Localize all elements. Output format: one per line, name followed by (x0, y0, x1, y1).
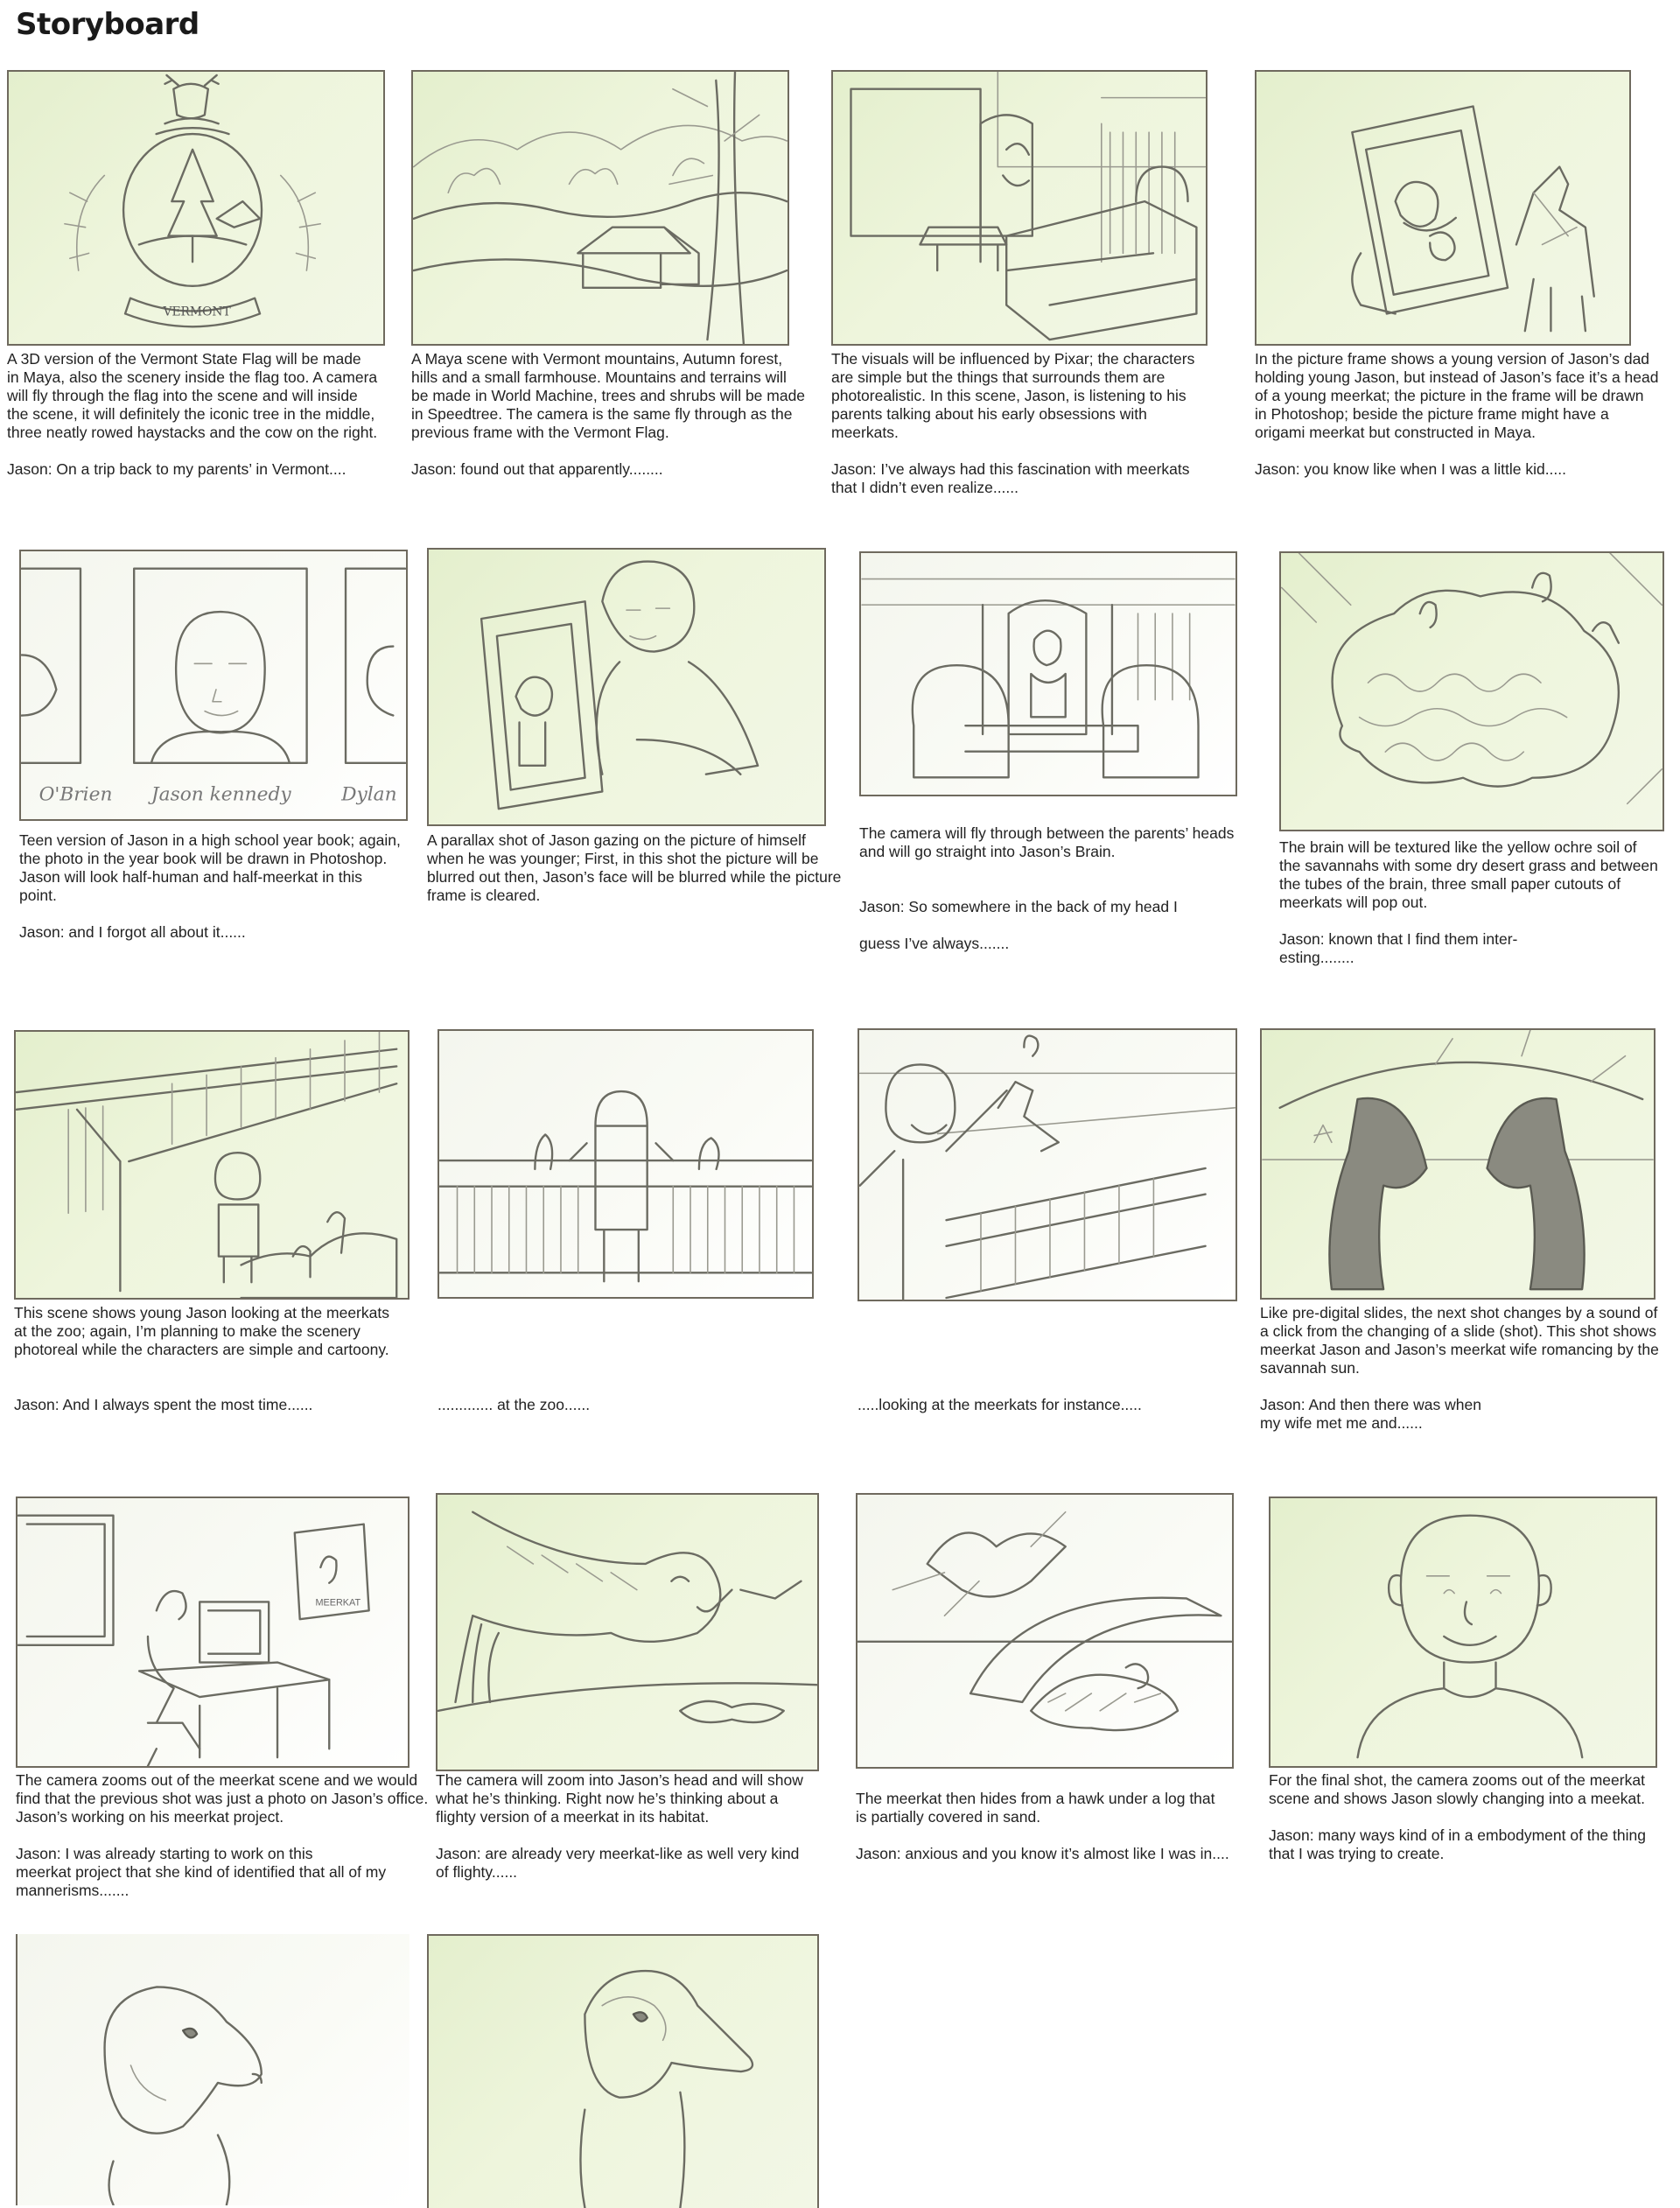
panel-caption: For the final shot, the camera zooms out of the meerkat scene and shows Jason slowly changing into a meekat. Jason: many ways kind of in a embodyment of the thing that I was trying to create. (1269, 1771, 1646, 1862)
panel-caption: The visuals will be influenced by Pixar; the characters are simple but the things that surrounds them are photorealistic. In this scene, Jason, is listening to his parents talking about his early obsessions with meerkats. Jason: I’ve always had this fascination with meerkats that I didn’t even realize...... (831, 350, 1195, 496)
panel-caption: The camera zooms out of the meerkat scene and we would find that the previous shot was just a photo on Jason’s office. Jason’s working on his meerkat project. Jason: I was already starting to work on this meerkat project that she kind of identified that all of my mannerisms....... (16, 1771, 429, 1899)
sketch-vermont-landscape (411, 70, 789, 346)
sketch-yearbook (19, 550, 408, 821)
sketch-meerkat-portrait-right (427, 1934, 819, 2208)
sketch-meerkat-romance (1260, 1028, 1656, 1300)
sketch-final-jason (1269, 1497, 1657, 1768)
panel-caption: In the picture frame shows a young version of Jason’s dad holding young Jason, but instead of Jason’s face it’s a head of a young meerkat; the picture in the frame will be drawn in Photoshop; beside the picture frame might have a origami meerkat but constructed in Maya. Jason: you know like when I was a little kid..... (1255, 350, 1659, 478)
sketch-parallax-gaze (427, 548, 826, 826)
panel-caption: Teen version of Jason in a high school year book; again, the photo in the year book will be drawn in Photoshop. Jason will look half-human and half-meerkat in this point. Jason: and I forgot all about it...... (19, 831, 401, 941)
panel-caption: Like pre-digital slides, the next shot changes by a sound of a click from the changing of a slide (shot). This shot shows meerkat Jason and Jason’s meerkat wife romancing by the savannah sun. Jason: And then there was when my wife met me and...... (1260, 1304, 1659, 1432)
yearbook-name-left: O'Brien (38, 783, 113, 806)
panel-caption: The brain will be textured like the yellow ochre soil of the savannahs with some dry desert grass and between the tubes of the brain, three small paper cutouts of meerkats will pop out. Jason: known that I find them inter- esting........ (1279, 838, 1658, 966)
panel-caption: .....looking at the meerkats for instance..... (858, 1396, 1142, 1413)
page-title: Storyboard (16, 7, 200, 42)
sketch-living-room (831, 70, 1208, 346)
sketch-meerkat-portrait-left (16, 1934, 410, 2205)
sketch-brain (1279, 551, 1664, 831)
sketch-hiding-meerkat (856, 1493, 1234, 1769)
panel-caption: The camera will fly through between the parents’ heads and will go straight into Jason’s Brain. Jason: So somewhere in the back of my head I guess I’ve always....... (859, 824, 1235, 952)
panel-caption: A 3D version of the Vermont State Flag will be made in Maya, also the scenery inside the flag too. A camera will fly through the flag into the scene and will inside the scene, it will definitely the iconic tree in the middle, three neatly rowed haystacks and the cow on the right. Jason: On a trip back to my parents’ in Vermont.... (7, 350, 378, 478)
sketch-zoo-waving (858, 1028, 1237, 1301)
sketch-office (16, 1497, 410, 1768)
panel-caption: This scene shows young Jason looking at the meerkats at the zoo; again, I’m planning to make the scenery photoreal while the characters are simple and cartoony. Jason: And I always spent the most time...... (14, 1304, 389, 1413)
sketch-flag-label: VERMONT (163, 305, 231, 319)
sketch-flighty-meerkat (436, 1493, 819, 1771)
poster-label: MEERKAT (315, 1597, 361, 1609)
yearbook-name-right: Dylan (341, 783, 397, 806)
panel-caption: The meerkat then hides from a hawk under a log that is partially covered in sand. Jason: anxious and you know it’s almost like I was in.... (856, 1790, 1229, 1862)
sketch-zoo-railing (438, 1029, 814, 1299)
sketch-picture-frame (1255, 70, 1631, 346)
sketch-zoo-young-jason (14, 1030, 410, 1300)
sketch-between-parents (859, 551, 1237, 796)
panel-caption: The camera will zoom into Jason’s head and will show what he’s thinking. Right now he’s thinking about a flighty version of a meerkat in its habitat. Jason: are already very meerkat-like as well very kind of flighty...... (436, 1771, 803, 1881)
panel-caption: A parallax shot of Jason gazing on the picture of himself when he was younger; First, in this shot the picture will be blurred out then, Jason’s face will be blurred while the picture frame is cleared. (427, 831, 842, 904)
panel-caption: A Maya scene with Vermont mountains, Autumn forest, hills and a small farmhouse. Mountains and terrains will be made in World Machine, trees and shrubs will be made in Speedtree. The camera is the same fly through as the previous frame with the Vermont Flag. Jason: found out that apparently........ (411, 350, 806, 478)
panel-caption: ............. at the zoo...... (438, 1396, 591, 1413)
yearbook-name-center: Jason kennedy (150, 783, 291, 806)
sketch-vermont-flag (7, 70, 385, 346)
